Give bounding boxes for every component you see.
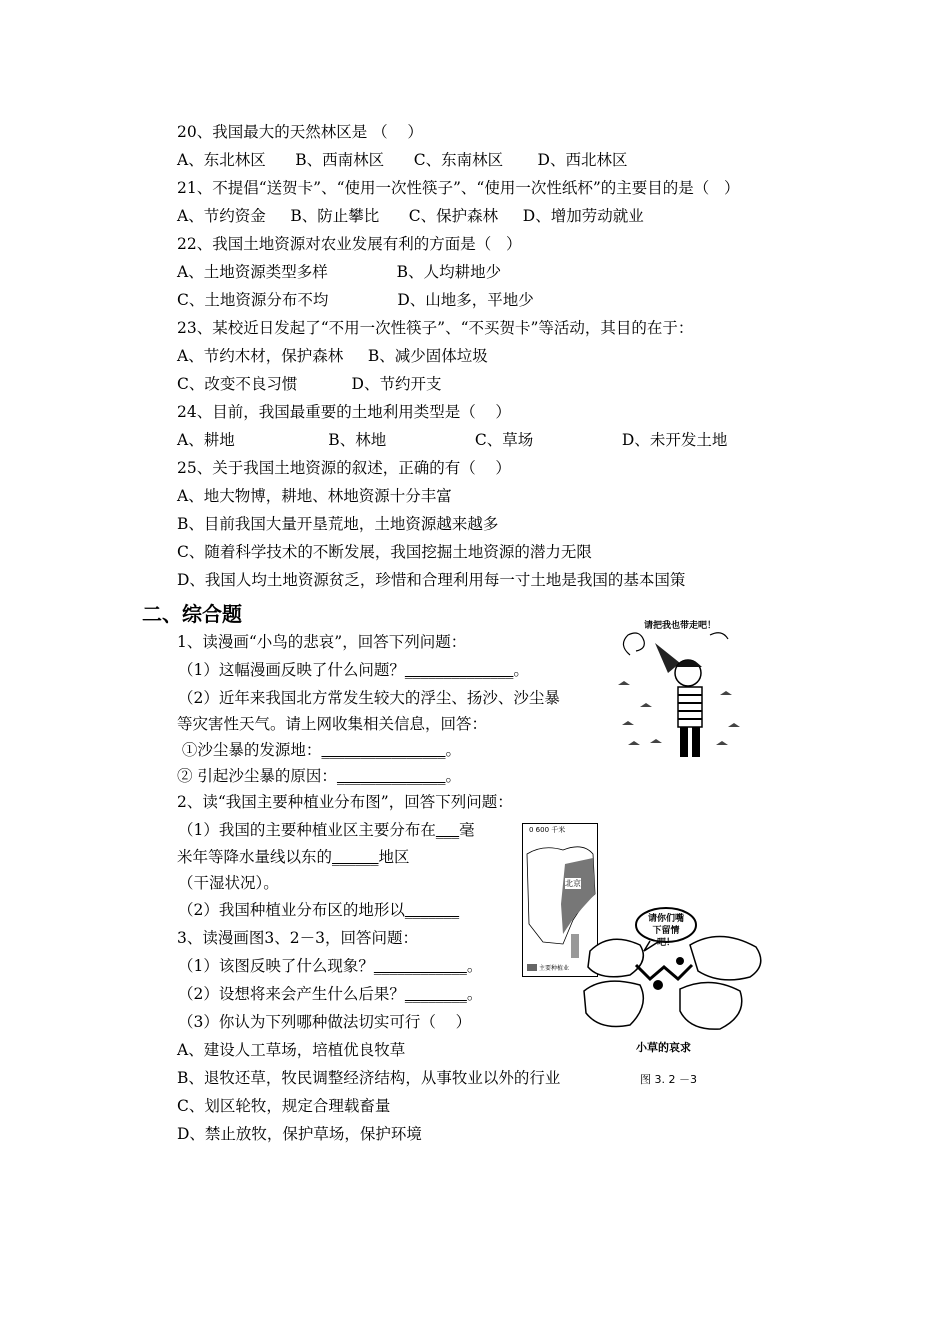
grass-cartoon-title: 小草的哀求 bbox=[636, 1041, 691, 1054]
q2-terrain-blank[interactable]: _______ bbox=[404, 901, 460, 919]
q1-part1-blank[interactable]: ______________ bbox=[404, 661, 514, 679]
q1-part2-line1: （2）近年来我国北方常发生较大的浮尘、扬沙、沙尘暴 bbox=[178, 689, 560, 707]
q21-stem: 21、不提倡“送贺卡”、“使用一次性筷子”、“使用一次性纸杯”的主要目的是（ ） bbox=[177, 179, 740, 197]
q22-options-ab: A、土地资源类型多样 B、人均耕地少 bbox=[177, 263, 502, 281]
q2-part1-line3: （干湿状况）。 bbox=[178, 874, 279, 892]
q23-options-ab: A、节约木材，保护森林 B、减少固体垃圾 bbox=[177, 347, 488, 365]
q1-stem: 1、读漫画“小鸟的悲哀”，回答下列问题： bbox=[177, 633, 467, 651]
map-legend-label: 主要种植业 bbox=[539, 965, 570, 972]
section-title: 二、综合题 bbox=[142, 602, 242, 626]
bird-cartoon-illustration bbox=[610, 615, 750, 775]
q25-stem: 25、关于我国土地资源的叙述，正确的有（ ） bbox=[177, 459, 511, 477]
q1-part2-cause: ② 引起沙尘暴的原因：______________。 bbox=[177, 767, 461, 785]
q2-isohyet-blank[interactable]: ___ bbox=[435, 821, 460, 839]
q24-stem: 24、目前，我国最重要的土地利用类型是（ ） bbox=[177, 403, 511, 421]
q3-option-c: C、划区轮牧，规定合理载畜量 bbox=[177, 1097, 391, 1115]
q3-option-d: D、禁止放牧，保护草场，保护环境 bbox=[177, 1125, 422, 1143]
q3-part3: （3）你认为下列哪种做法切实可行（ ） bbox=[178, 1013, 472, 1031]
q22-options-cd: C、土地资源分布不均 D、山地多，平地少 bbox=[177, 291, 534, 309]
q1-part2-line2: 等灾害性天气。请上网收集相关信息，回答： bbox=[177, 715, 488, 733]
q3-part1: （1）该图反映了什么现象？____________。 bbox=[178, 957, 483, 975]
q3-consequence-blank[interactable]: ________ bbox=[404, 985, 467, 1003]
q21-options: A、节约资金 B、防止攀比 C、保护森林 D、增加劳动就业 bbox=[177, 207, 644, 225]
q24-options: A、耕地 B、林地 C、草场 D、未开发土地 bbox=[177, 431, 728, 449]
q25-option-d: D、我国人均土地资源贫乏，珍惜和合理利用每一寸土地是我国的基本国策 bbox=[177, 571, 686, 589]
q1-cause-blank[interactable]: ______________ bbox=[336, 767, 446, 785]
q2-part1-line2: 米年等降水量线以东的______地区 bbox=[177, 848, 410, 866]
map-city-label: 北京 bbox=[565, 879, 581, 888]
q1-part1: （1）这幅漫画反映了什么问题？______________。 bbox=[178, 661, 529, 679]
q3-option-b: B、退牧还草，牧民调整经济结构，从事牧业以外的行业 bbox=[177, 1069, 561, 1087]
figure-caption: 图 3. 2 －3 bbox=[640, 1073, 697, 1086]
q1-source-blank[interactable]: ________________ bbox=[321, 741, 446, 759]
q22-stem: 22、我国土地资源对农业发展有利的方面是（ ） bbox=[177, 235, 522, 253]
q1-part2-source: ①沙尘暴的发源地：________________。 bbox=[177, 741, 461, 759]
q25-option-b: B、目前我国大量开垦荒地，土地资源越来越多 bbox=[177, 515, 499, 533]
q23-options-cd: C、改变不良习惯 D、节约开支 bbox=[177, 375, 442, 393]
q25-option-c: C、随着科学技术的不断发展，我国挖掘土地资源的潜力无限 bbox=[177, 543, 592, 561]
grass-speech-bubble: 请你们嘴 下留情吧！ bbox=[647, 914, 684, 948]
bird-cartoon-speech: 请把我也带走吧！ bbox=[644, 621, 717, 631]
q3-stem: 3、读漫画图3、2－3，回答问题： bbox=[177, 929, 418, 947]
q2-region-blank[interactable]: ______ bbox=[332, 848, 379, 866]
q3-part2: （2）设想将来会产生什么后果？________。 bbox=[178, 985, 483, 1003]
q25-option-a: A、地大物博，耕地、林地资源十分丰富 bbox=[177, 487, 452, 505]
q2-part2: （2）我国种植业分布区的地形以_______ bbox=[178, 901, 460, 919]
bird-cartoon-figure bbox=[610, 615, 750, 775]
q2-stem: 2、读“我国主要种植业分布图”，回答下列问题： bbox=[177, 793, 513, 811]
q20-options: A、东北林区 B、西南林区 C、东南林区 D、西北林区 bbox=[177, 151, 628, 169]
q3-option-a: A、建设人工草场，培植优良牧草 bbox=[177, 1041, 406, 1059]
q23-stem: 23、某校近日发起了“不用一次性筷子”、“不买贺卡”等活动，其目的在于： bbox=[177, 319, 694, 337]
q3-phenomenon-blank[interactable]: ____________ bbox=[373, 957, 467, 975]
map-scale: 0 600 千米 bbox=[529, 826, 566, 834]
grass-cartoon-figure bbox=[580, 905, 770, 1085]
q2-part1-line1: （1）我国的主要种植业区主要分布在___毫 bbox=[178, 821, 475, 839]
q20-stem: 20、我国最大的天然林区是 （ ） bbox=[177, 123, 423, 141]
